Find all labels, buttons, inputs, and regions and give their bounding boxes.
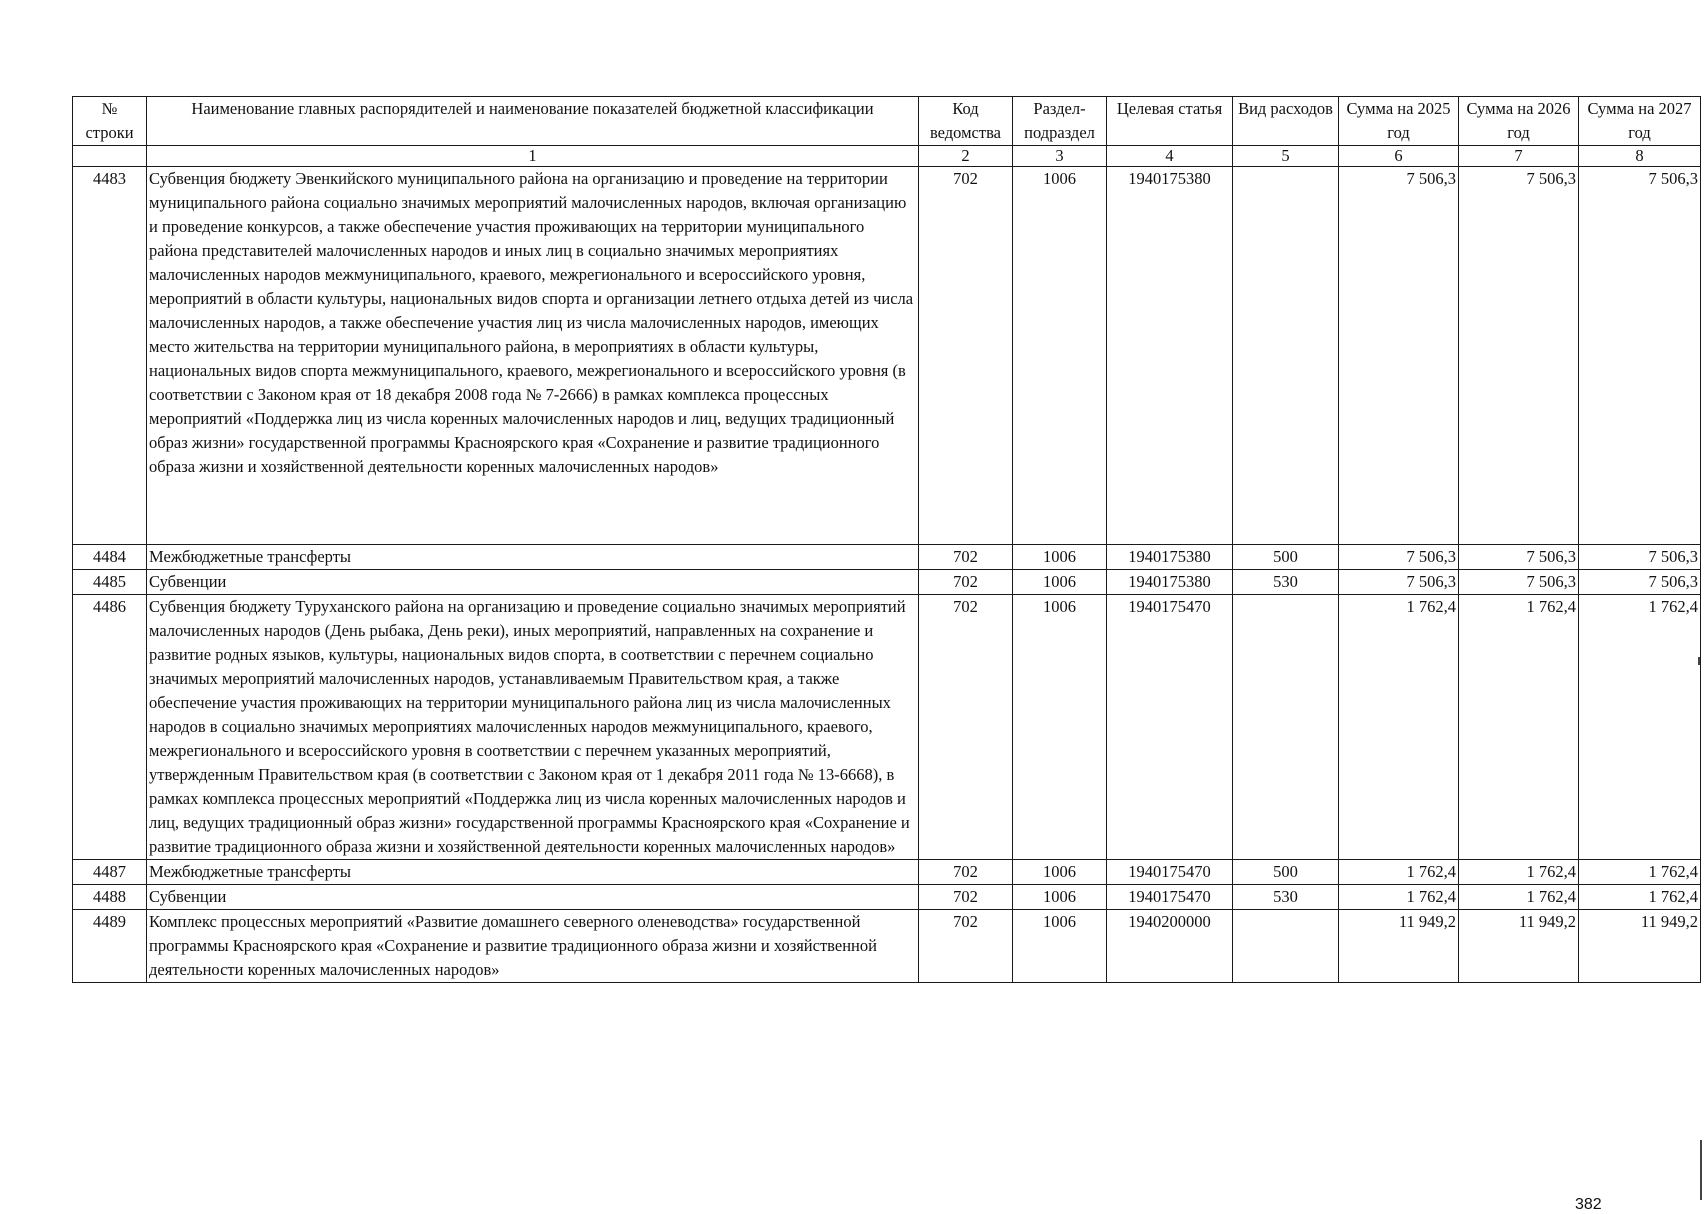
row-name: Субвенции (147, 885, 919, 910)
row-sum-2026: 7 506,3 (1459, 167, 1579, 545)
row-dept-code: 702 (919, 167, 1013, 545)
row-expense-type: 530 (1233, 570, 1339, 595)
header-sum-2026: Сумма на 2026 год (1459, 97, 1579, 146)
header-name: Наименование главных распорядителей и наименование показателей бюджетной классификации (147, 97, 919, 146)
row-expense-type: 530 (1233, 885, 1339, 910)
row-number: 4484 (73, 545, 147, 570)
column-index: 3 (1013, 146, 1107, 167)
column-index: 8 (1579, 146, 1701, 167)
row-dept-code: 702 (919, 545, 1013, 570)
header-section: Раздел-подраздел (1013, 97, 1107, 146)
row-sum-2027: 7 506,3 (1579, 570, 1701, 595)
row-sum-2025: 1 762,4 (1339, 595, 1459, 860)
row-target-article: 1940175380 (1107, 545, 1233, 570)
row-name: Субвенции (147, 570, 919, 595)
row-sum-2026: 1 762,4 (1459, 860, 1579, 885)
table-row (73, 885, 1701, 910)
row-dept-code: 702 (919, 570, 1013, 595)
row-expense-type: 500 (1233, 545, 1339, 570)
row-section: 1006 (1013, 167, 1107, 545)
row-sum-2027: 1 762,4 (1579, 595, 1701, 860)
row-dept-code: 702 (919, 860, 1013, 885)
row-expense-type (1233, 595, 1339, 860)
row-section: 1006 (1013, 595, 1107, 860)
row-number: 4486 (73, 595, 147, 860)
row-sum-2027: 11 949,2 (1579, 910, 1701, 983)
row-name: Субвенция бюджету Туруханского района на организацию и проведение социально значимых мероприятий малочисленных народов (День рыбака, День реки), иных мероприятий, направленных на сохранение и развитие родных языков, культуры, национальных видов спорта, в соответствии с перечнем социально значимых мероприятий малочисленных народов, устанавливаемым Правительством края, а также обеспечение участия проживающих на территории муниципального района лиц из числа малочисленных народов в социально значимых мероприятиях малочисленных народов межмуниципального, краевого, межрегионального и всероссийского уровня в соответствии с перечнем указанных мероприятий, утвержденным Правительством края (в соответствии с Законом края от 1 декабря 2011 года № 13-6668), в рамках комплекса процессных мероприятий «Поддержка лиц из числа коренных малочисленных народов и лиц, ведущих традиционный образ жизни» государственной программы Красноярского края «Сохранение и развитие традиционного образа жизни и хозяйственной деятельности коренных малочисленных народов» (147, 595, 919, 860)
row-sum-2026: 11 949,2 (1459, 910, 1579, 983)
page-number: 382 (1575, 1196, 1602, 1213)
row-sum-2026: 1 762,4 (1459, 885, 1579, 910)
row-sum-2025: 1 762,4 (1339, 885, 1459, 910)
column-index: 5 (1233, 146, 1339, 167)
column-index: 1 (147, 146, 919, 167)
table-row (73, 570, 1701, 595)
row-name: Комплекс процессных мероприятий «Развитие домашнего северного оленеводства» государственной программы Красноярского края «Сохранение и развитие традиционного образа жизни и хозяйственной деятельности коренных малочисленных народов» (147, 910, 919, 983)
row-target-article: 1940175470 (1107, 860, 1233, 885)
row-section: 1006 (1013, 910, 1107, 983)
table-row (73, 167, 1701, 545)
column-index: 7 (1459, 146, 1579, 167)
column-index: 4 (1107, 146, 1233, 167)
budget-table (72, 96, 1701, 983)
row-section: 1006 (1013, 885, 1107, 910)
row-number: 4485 (73, 570, 147, 595)
row-sum-2027: 7 506,3 (1579, 167, 1701, 545)
row-number: 4483 (73, 167, 147, 545)
row-name: Субвенция бюджету Эвенкийского муниципального района на организацию и проведение на территории муниципального района социально значимых мероприятий малочисленных народов, включая организацию и проведение конкурсов, а также обеспечение участия проживающих на территории муниципального района представителей малочисленных народов и иных лиц в социально значимых мероприятиях малочисленных народов межмуниципального, краевого, межрегионального и всероссийского уровня, мероприятий в области культуры, национальных видов спорта и организации летнего отдыха детей из числа малочисленных народов, а также обеспечение участия лиц из числа малочисленных народов, имеющих место жительства на территории муниципального района, в мероприятиях в области культуры, национальных видов спорта межмуниципального, краевого, межрегионального и всероссийского уровня (в соответствии с Законом края от 18 декабря 2008 года № 7-2666) в рамках комплекса процессных мероприятий «Поддержка лиц из числа коренных малочисленных народов и лиц, ведущих традиционный образ жизни» государственной программы Красноярского края «Сохранение и развитие традиционного образа жизни и хозяйственной деятельности коренных малочисленных народов» (147, 167, 919, 545)
row-number: 4488 (73, 885, 147, 910)
row-target-article: 1940175470 (1107, 595, 1233, 860)
row-sum-2027: 1 762,4 (1579, 860, 1701, 885)
row-sum-2025: 7 506,3 (1339, 167, 1459, 545)
header-row-number: № строки (73, 97, 147, 146)
table-header-row (73, 97, 1701, 146)
row-section: 1006 (1013, 570, 1107, 595)
column-index: 2 (919, 146, 1013, 167)
table-row (73, 910, 1701, 983)
row-target-article: 1940175380 (1107, 167, 1233, 545)
row-sum-2025: 7 506,3 (1339, 570, 1459, 595)
row-name: Межбюджетные трансферты (147, 545, 919, 570)
row-sum-2026: 7 506,3 (1459, 545, 1579, 570)
header-target-article: Целевая статья (1107, 97, 1233, 146)
row-section: 1006 (1013, 545, 1107, 570)
row-sum-2026: 1 762,4 (1459, 595, 1579, 860)
scan-artifact-mark (1698, 657, 1700, 665)
header-sum-2027: Сумма на 2027 год (1579, 97, 1701, 146)
table-row (73, 860, 1701, 885)
column-index (73, 146, 147, 167)
row-expense-type (1233, 167, 1339, 545)
row-section: 1006 (1013, 860, 1107, 885)
row-sum-2025: 1 762,4 (1339, 860, 1459, 885)
row-sum-2027: 1 762,4 (1579, 885, 1701, 910)
row-name: Межбюджетные трансферты (147, 860, 919, 885)
column-index: 6 (1339, 146, 1459, 167)
row-target-article: 1940175380 (1107, 570, 1233, 595)
scan-edge-mark (1700, 1140, 1702, 1200)
table-row (73, 595, 1701, 860)
row-expense-type (1233, 910, 1339, 983)
row-sum-2025: 11 949,2 (1339, 910, 1459, 983)
table-row (73, 545, 1701, 570)
column-index-row (73, 146, 1701, 167)
header-dept-code: Код ведомства (919, 97, 1013, 146)
header-sum-2025: Сумма на 2025 год (1339, 97, 1459, 146)
row-dept-code: 702 (919, 910, 1013, 983)
row-sum-2026: 7 506,3 (1459, 570, 1579, 595)
row-dept-code: 702 (919, 595, 1013, 860)
row-dept-code: 702 (919, 885, 1013, 910)
row-target-article: 1940175470 (1107, 885, 1233, 910)
row-expense-type: 500 (1233, 860, 1339, 885)
header-expense-type: Вид расходов (1233, 97, 1339, 146)
row-target-article: 1940200000 (1107, 910, 1233, 983)
row-number: 4489 (73, 910, 147, 983)
row-number: 4487 (73, 860, 147, 885)
row-sum-2027: 7 506,3 (1579, 545, 1701, 570)
row-sum-2025: 7 506,3 (1339, 545, 1459, 570)
